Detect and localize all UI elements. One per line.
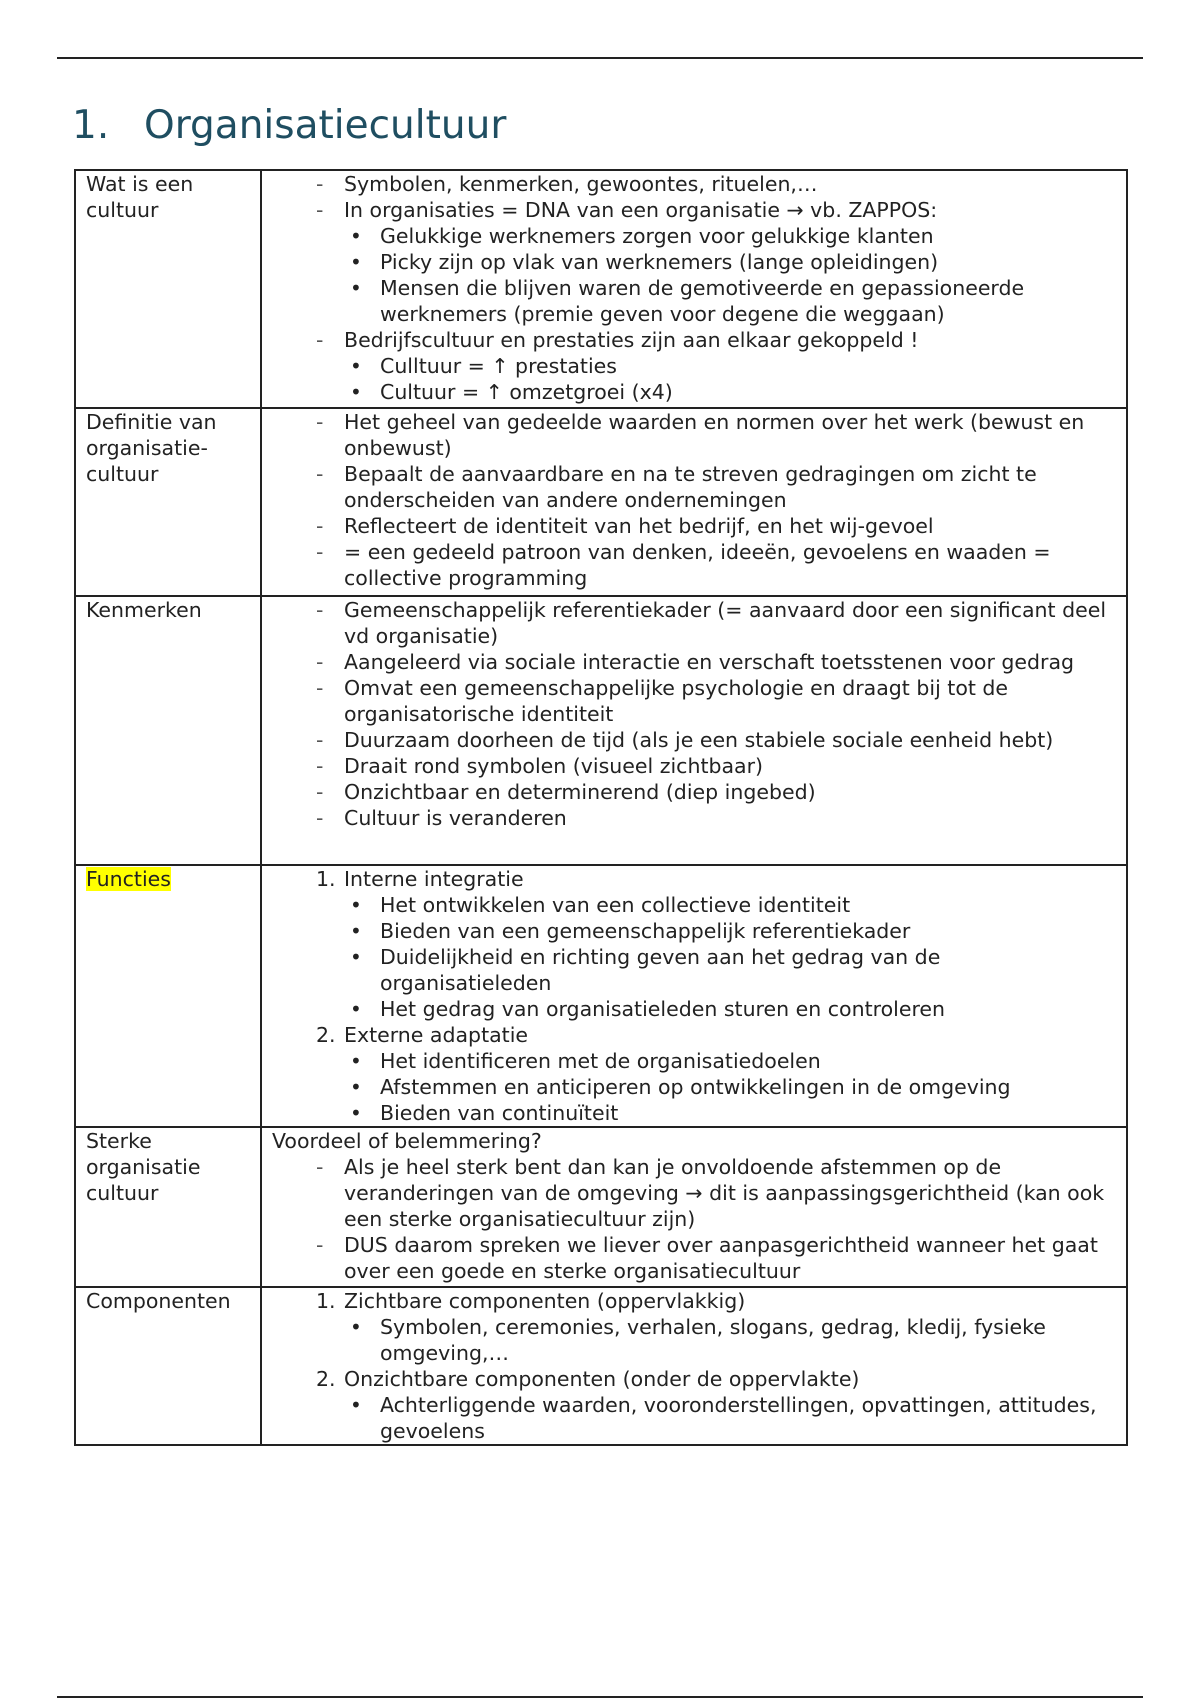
list-item: - DUS daarom spreken we liever over aanpasgerichtheid wanneer het gaat over een goede en sterke organisatiecultuur [272, 1232, 1116, 1284]
list-number: 1. [316, 1289, 336, 1313]
list-number: 1. [316, 867, 336, 891]
list-item-text: Externe adaptatie [344, 1023, 529, 1047]
row-content [261, 1127, 1127, 1287]
list-item: • Symbolen, ceremonies, verhalen, slogans, gedrag, kledij, fysieke omgeving,… [272, 1314, 1116, 1366]
row-label: Sterke organisatie cultuur [75, 1127, 261, 1287]
highlighted-label: Functies [86, 867, 171, 891]
list-item: • Bieden van continuïteit [272, 1100, 1116, 1126]
section-heading [72, 104, 506, 149]
row-intro: Voordeel of belemmering? [272, 1129, 542, 1153]
numbered-list [272, 866, 1116, 1126]
bullet-list [272, 223, 1116, 327]
list-item: • Cultuur = ↑ omzetgroei (x4) [272, 379, 1116, 405]
list-item [272, 1366, 1116, 1444]
dash-list [272, 171, 1116, 405]
list-item: • Afstemmen en anticiperen op ontwikkelingen in de omgeving [272, 1074, 1116, 1100]
row-content [261, 1287, 1127, 1445]
content-table [74, 169, 1128, 1446]
table-row [75, 170, 1127, 408]
row-content [261, 596, 1127, 865]
dash-list [272, 597, 1116, 831]
list-item: • Het ontwikkelen van een collectieve identiteit [272, 892, 1116, 918]
bullet-list [272, 1048, 1116, 1126]
list-item: - Bepaalt de aanvaardbare en na te streven gedragingen om zicht te onderscheiden van andere ondernemingen [272, 461, 1116, 513]
list-item: - Onzichtbaar en determinerend (diep ingebed) [272, 779, 1116, 805]
bullet-list [272, 1314, 1116, 1366]
list-item [272, 866, 1116, 1022]
list-item [272, 327, 1116, 405]
list-item: - Symbolen, kenmerken, gewoontes, rituelen,… [272, 171, 1116, 197]
row-content [261, 865, 1127, 1127]
list-item [272, 1022, 1116, 1126]
table-row [75, 1127, 1127, 1287]
list-item: - Draait rond symbolen (visueel zichtbaar) [272, 753, 1116, 779]
list-item: • Bieden van een gemeenschappelijk referentiekader [272, 918, 1116, 944]
list-item: - = een gedeeld patroon van denken, ideeën, gevoelens en waaden = collective programming [272, 539, 1116, 591]
list-item [272, 1288, 1116, 1366]
list-item: • Culltuur = ↑ prestaties [272, 353, 1116, 379]
row-label: Kenmerken [75, 596, 261, 865]
list-item: • Duidelijkheid en richting geven aan het gedrag van de organisatieleden [272, 944, 1116, 996]
table-row [75, 1287, 1127, 1445]
row-label: Wat is een cultuur [75, 170, 261, 408]
list-item: • Het identificeren met de organisatiedoelen [272, 1048, 1116, 1074]
list-item: • Gelukkige werknemers zorgen voor gelukkige klanten [272, 223, 1116, 249]
list-item: • Picky zijn op vlak van werknemers (lange opleidingen) [272, 249, 1116, 275]
table-row [75, 408, 1127, 596]
heading-number: 1. [72, 103, 110, 148]
row-content [261, 408, 1127, 596]
list-item: - Aangeleerd via sociale interactie en verschaft toetsstenen voor gedrag [272, 649, 1116, 675]
list-item: - Reflecteert de identiteit van het bedrijf, en het wij-gevoel [272, 513, 1116, 539]
list-item-text: Interne integratie [344, 867, 524, 891]
bullet-list [272, 1392, 1116, 1444]
list-number: 2. [316, 1023, 336, 1047]
list-item: • Het gedrag van organisatieleden sturen en controleren [272, 996, 1116, 1022]
list-item-text: Onzichtbare componenten (onder de oppervlakte) [344, 1367, 860, 1391]
list-item: - Gemeenschappelijk referentiekader (= aanvaard door een significant deel vd organisatie) [272, 597, 1116, 649]
list-item-text: Bedrijfscultuur en prestaties zijn aan elkaar gekoppeld ! [344, 328, 919, 352]
list-item: - Als je heel sterk bent dan kan je onvoldoende afstemmen op de veranderingen van de omgeving → dit is aanpassingsgerichtheid (kan ook een sterke organisatiecultuur zijn) [272, 1154, 1116, 1232]
row-content [261, 170, 1127, 408]
table-row [75, 865, 1127, 1127]
heading-title: Organisatiecultuur [144, 103, 507, 148]
list-item: • Achterliggende waarden, vooronderstellingen, opvattingen, attitudes, gevoelens [272, 1392, 1116, 1444]
numbered-list [272, 1288, 1116, 1444]
list-item: - Cultuur is veranderen [272, 805, 1116, 831]
list-item: - Duurzaam doorheen de tijd (als je een stabiele sociale eenheid hebt) [272, 727, 1116, 753]
row-label: Definitie van organisatie-cultuur [75, 408, 261, 596]
list-number: 2. [316, 1367, 336, 1391]
list-item: - Omvat een gemeenschappelijke psychologie en draagt bij tot de organisatorische identiteit [272, 675, 1116, 727]
list-item [272, 197, 1116, 327]
row-label [75, 865, 261, 1127]
list-item: - Het geheel van gedeelde waarden en normen over het werk (bewust en onbewust) [272, 409, 1116, 461]
top-rule [57, 57, 1143, 59]
row-label: Componenten [75, 1287, 261, 1445]
dash-list [272, 409, 1116, 591]
bullet-list [272, 892, 1116, 1022]
bottom-rule [57, 1696, 1143, 1698]
list-item: • Mensen die blijven waren de gemotiveerde en gepassioneerde werknemers (premie geven voor degene die weggaan) [272, 275, 1116, 327]
bullet-list [272, 353, 1116, 405]
list-item-text: Zichtbare componenten (oppervlakkig) [344, 1289, 746, 1313]
dash-list [272, 1154, 1116, 1284]
table-row [75, 596, 1127, 865]
list-item-text: In organisaties = DNA van een organisatie → vb. ZAPPOS: [344, 198, 938, 222]
